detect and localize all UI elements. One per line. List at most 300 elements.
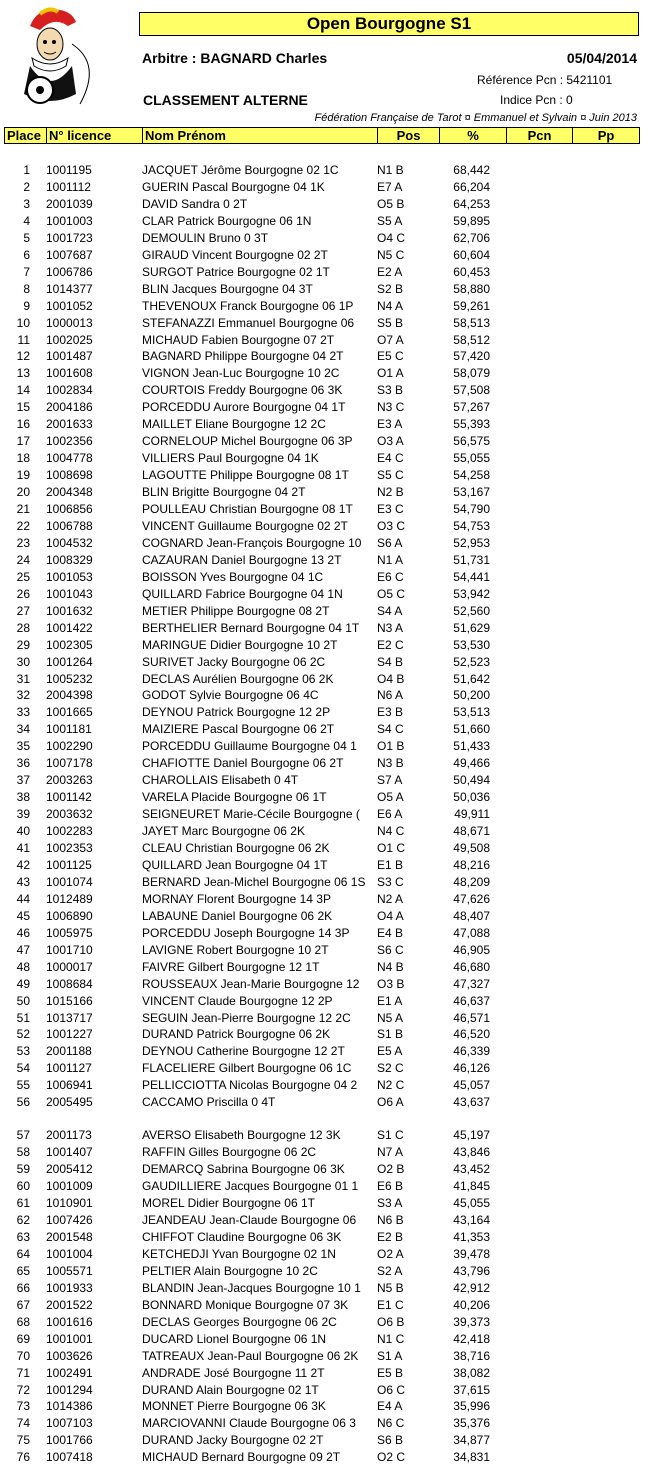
name-cell: ROUSSEAUX Jean-Marie Bourgogne 12 — [142, 976, 360, 991]
position-cell: S2 C — [377, 1061, 404, 1076]
place-cell: 7 — [23, 264, 30, 279]
name-cell: COGNARD Jean-François Bourgogne 10 — [142, 535, 362, 550]
name-cell: THEVENOUX Franck Bourgogne 06 1P — [142, 298, 354, 313]
name-cell: JEANDEAU Jean-Claude Bourgogne 06 — [142, 1213, 357, 1227]
table-row — [0, 179, 645, 196]
percent-cell: 57,508 — [453, 383, 490, 398]
place-cell: 13 — [16, 366, 30, 381]
place-cell: 76 — [16, 1450, 30, 1465]
place-cell: 67 — [16, 1297, 30, 1312]
table-row — [0, 230, 645, 247]
position-cell: E4 B — [377, 925, 404, 940]
table-row — [0, 654, 645, 671]
licence-cell: 1005975 — [46, 925, 93, 940]
percent-cell: 54,441 — [453, 569, 490, 584]
percent-cell: 62,706 — [453, 230, 490, 245]
place-cell: 2 — [23, 179, 30, 194]
position-cell: O1 A — [377, 366, 404, 381]
percent-cell: 54,258 — [453, 468, 490, 483]
place-cell: 54 — [16, 1061, 30, 1076]
licence-cell: 1014377 — [46, 281, 93, 296]
classement-title: CLASSEMENT ALTERNE — [143, 92, 308, 108]
name-cell: GAUDILLIERE Jacques Bourgogne 01 1 — [142, 1179, 359, 1193]
name-cell: VIGNON Jean-Luc Bourgogne 10 2C — [142, 366, 340, 381]
table-row — [0, 925, 645, 942]
percent-cell: 52,560 — [453, 603, 490, 618]
name-cell: MONNET Pierre Bourgogne 06 3K — [142, 1399, 326, 1414]
position-cell: N6 A — [377, 688, 404, 703]
licence-cell: 1001125 — [46, 857, 92, 872]
position-cell: E5 C — [377, 349, 404, 364]
percent-cell: 46,520 — [453, 1027, 490, 1042]
name-cell: LABAUNE Daniel Bourgogne 06 2K — [142, 908, 333, 923]
position-cell: O3 B — [377, 976, 405, 991]
name-cell: CAZAURAN Daniel Bourgogne 13 2T — [142, 552, 342, 567]
licence-cell: 1008329 — [46, 552, 93, 567]
position-cell: O3 A — [377, 434, 404, 449]
percent-cell: 41,353 — [453, 1229, 490, 1244]
name-cell: BLANDIN Jean-Jacques Bourgogne 10 1 — [142, 1280, 361, 1295]
percent-cell: 49,508 — [453, 841, 490, 855]
percent-cell: 34,831 — [453, 1450, 490, 1465]
place-cell: 39 — [16, 807, 30, 822]
name-cell: PORCEDDU Guillaume Bourgogne 04 1 — [142, 739, 357, 754]
position-cell: O2 B — [377, 1162, 405, 1177]
licence-cell: 1007426 — [46, 1213, 93, 1227]
position-cell: O7 A — [377, 332, 404, 347]
place-cell: 62 — [16, 1213, 30, 1227]
position-cell: S5 C — [377, 468, 404, 483]
position-cell: O4 A — [377, 908, 404, 923]
table-row — [0, 1348, 645, 1365]
percent-cell: 34,877 — [453, 1433, 490, 1448]
table-row — [0, 1094, 645, 1111]
position-cell: E4 A — [377, 1399, 403, 1414]
percent-cell: 53,513 — [453, 705, 490, 720]
position-cell: S6 C — [377, 942, 404, 957]
licence-cell: 1007418 — [46, 1450, 93, 1465]
place-cell: 14 — [16, 383, 30, 398]
name-cell: PORCEDDU Joseph Bourgogne 14 3P — [142, 925, 350, 940]
licence-cell: 1004778 — [46, 451, 93, 466]
name-cell: MICHAUD Fabien Bourgogne 07 2T — [142, 332, 335, 347]
percent-cell: 48,671 — [453, 824, 490, 838]
licence-cell: 1001127 — [46, 1061, 92, 1076]
percent-cell: 56,575 — [453, 434, 490, 449]
licence-cell: 1001053 — [46, 569, 93, 584]
table-row — [0, 196, 645, 213]
licence-cell: 1001294 — [46, 1382, 93, 1397]
licence-cell: 2004348 — [46, 485, 93, 500]
place-cell: 24 — [16, 552, 30, 567]
place-cell: 65 — [16, 1263, 30, 1278]
percent-cell: 43,637 — [453, 1095, 490, 1110]
name-cell: RAFFIN Gilles Bourgogne 06 2C — [142, 1145, 317, 1160]
name-cell: AVERSO Elisabeth Bourgogne 12 3K — [142, 1128, 341, 1143]
licence-cell: 1001616 — [46, 1314, 93, 1329]
licence-cell: 2001548 — [46, 1229, 93, 1244]
place-cell: 57 — [16, 1128, 30, 1143]
position-cell: E2 A — [377, 264, 403, 279]
tarot-logo — [10, 4, 110, 114]
name-cell: SEGUIN Jean-Pierre Bourgogne 12 2C — [142, 1010, 351, 1025]
position-cell: O2 C — [377, 1450, 406, 1465]
licence-cell: 1001723 — [46, 230, 93, 245]
position-cell: O4 C — [377, 230, 406, 245]
name-cell: DURAND Alain Bourgogne 02 1T — [142, 1382, 319, 1397]
percent-cell: 42,912 — [453, 1280, 490, 1295]
position-cell: S7 A — [377, 773, 403, 788]
licence-cell: 1001004 — [46, 1246, 93, 1261]
place-cell: 69 — [16, 1331, 30, 1346]
table-row — [0, 382, 645, 399]
name-cell: CACCAMO Priscilla 0 4T — [142, 1095, 276, 1110]
table-row — [0, 332, 645, 349]
licence-cell: 1001001 — [46, 1331, 93, 1346]
licence-cell: 1001112 — [46, 179, 91, 194]
licence-cell: 1001142 — [46, 790, 92, 805]
position-cell: E5 B — [377, 1365, 404, 1380]
place-cell: 8 — [23, 281, 30, 296]
name-cell: METIER Philippe Bourgogne 08 2T — [142, 603, 330, 618]
name-cell: GODOT Sylvie Bourgogne 06 4C — [142, 688, 319, 703]
federation-credit: Fédération Française de Tarot ¤ Emmanuel et Sylvain ¤ Juin 2013 — [314, 112, 637, 124]
table-row — [0, 1415, 645, 1432]
name-cell: BONNARD Monique Bourgogne 07 3K — [142, 1297, 349, 1312]
place-cell: 73 — [16, 1399, 30, 1414]
percent-cell: 47,327 — [453, 976, 490, 991]
name-cell: BERNARD Jean-Michel Bourgogne 06 1S — [142, 874, 366, 889]
licence-cell: 2001522 — [46, 1297, 93, 1312]
place-cell: 28 — [16, 620, 30, 635]
position-cell: S3 A — [377, 1196, 403, 1210]
table-row — [0, 993, 645, 1010]
table-row — [0, 840, 645, 857]
place-cell: 55 — [16, 1078, 30, 1093]
column-header-pp: Pp — [597, 128, 615, 143]
name-cell: BOISSON Yves Bourgogne 04 1C — [142, 569, 324, 584]
licence-cell: 1001227 — [46, 1027, 93, 1042]
table-row — [0, 704, 645, 721]
pcn-indice: Indice Pcn : 0 — [500, 93, 573, 107]
name-cell: SEIGNEURET Marie-Cécile Bourgogne ( — [142, 807, 360, 822]
name-cell: JACQUET Jérôme Bourgogne 02 1C — [142, 163, 339, 177]
name-cell: CLAR Patrick Bourgogne 06 1N — [142, 213, 312, 228]
place-cell: 71 — [16, 1365, 30, 1380]
event-date: 05/04/2014 — [566, 50, 637, 66]
licence-cell: 1007178 — [46, 756, 93, 771]
place-cell: 27 — [16, 603, 30, 618]
name-cell: GIRAUD Vincent Bourgogne 02 2T — [142, 247, 328, 262]
table-row — [0, 433, 645, 450]
place-cell: 60 — [16, 1179, 30, 1193]
licence-cell: 1008684 — [46, 976, 93, 991]
place-cell: 17 — [16, 434, 30, 449]
table-row — [0, 1010, 645, 1027]
percent-cell: 68,442 — [453, 163, 490, 177]
licence-cell: 1001009 — [46, 1179, 93, 1193]
position-cell: O5 C — [377, 586, 406, 601]
place-cell: 63 — [16, 1229, 30, 1244]
place-cell: 45 — [16, 908, 30, 923]
place-cell: 15 — [16, 400, 30, 415]
percent-cell: 57,267 — [453, 400, 490, 415]
position-cell: S2 B — [377, 281, 404, 296]
name-cell: BERTHELIER Bernard Bourgogne 04 1T — [142, 620, 360, 635]
position-cell: E4 C — [377, 451, 404, 466]
name-cell: PELLICCIOTTA Nicolas Bourgogne 04 2 — [142, 1078, 358, 1093]
percent-cell: 48,209 — [453, 874, 490, 889]
position-cell: N1 B — [377, 163, 404, 177]
percent-cell: 59,261 — [453, 298, 490, 313]
percent-cell: 41,845 — [453, 1179, 490, 1193]
position-cell: E3 A — [377, 417, 403, 432]
table-row — [0, 535, 645, 552]
percent-cell: 38,716 — [453, 1348, 490, 1363]
percent-cell: 35,376 — [453, 1416, 490, 1431]
position-cell: N1 A — [377, 552, 404, 567]
licence-cell: 2001633 — [46, 417, 93, 432]
position-cell: N2 A — [377, 891, 404, 906]
table-row — [0, 1382, 645, 1399]
table-row — [0, 365, 645, 382]
column-header-place: Place — [5, 128, 47, 143]
place-cell: 58 — [16, 1145, 30, 1160]
place-cell: 18 — [16, 451, 30, 466]
table-row — [0, 264, 645, 281]
name-cell: STEFANAZZI Emmanuel Bourgogne 06 — [142, 315, 355, 330]
licence-cell: 1006856 — [46, 502, 93, 516]
licence-cell: 1002356 — [46, 434, 93, 449]
percent-cell: 53,942 — [453, 586, 490, 601]
position-cell: O1 B — [377, 739, 405, 754]
percent-cell: 50,494 — [453, 773, 490, 788]
licence-cell: 1001407 — [46, 1145, 93, 1160]
licence-cell: 2003263 — [46, 773, 93, 788]
licence-cell: 1002283 — [46, 824, 93, 838]
table-row — [0, 298, 645, 315]
licence-cell: 1004532 — [46, 535, 93, 550]
place-cell: 36 — [16, 756, 30, 771]
percent-cell: 47,088 — [453, 925, 490, 940]
table-row — [0, 1161, 645, 1178]
position-cell: N1 C — [377, 1331, 405, 1346]
position-cell: S1 C — [377, 1128, 404, 1143]
name-cell: CHAROLLAIS Elisabeth 0 4T — [142, 773, 299, 788]
table-row — [0, 281, 645, 298]
position-cell: S1 A — [377, 1348, 403, 1363]
licence-cell: 1015166 — [46, 993, 93, 1008]
place-cell: 10 — [16, 315, 30, 330]
position-cell: E2 B — [377, 1229, 404, 1244]
table-row — [0, 637, 645, 654]
place-cell: 40 — [16, 824, 30, 838]
name-cell: DURAND Patrick Bourgogne 06 2K — [142, 1027, 331, 1042]
table-row — [0, 1398, 645, 1415]
licence-cell: 1006890 — [46, 908, 93, 923]
percent-cell: 39,478 — [453, 1246, 490, 1261]
name-cell: BAGNARD Philippe Bourgogne 04 2T — [142, 349, 344, 364]
table-row — [0, 1127, 645, 1144]
place-cell: 46 — [16, 925, 30, 940]
licence-cell: 2004186 — [46, 400, 93, 415]
name-cell: CLEAU Christian Bourgogne 06 2K — [142, 841, 330, 855]
place-cell: 64 — [16, 1246, 30, 1261]
position-cell: N4 C — [377, 824, 405, 838]
table-row — [0, 1246, 645, 1263]
table-row — [0, 620, 645, 637]
table-row — [0, 1195, 645, 1212]
name-cell: QUILLARD Fabrice Bourgogne 04 1N — [142, 586, 343, 601]
licence-cell: 1002025 — [46, 332, 93, 347]
percent-cell: 46,571 — [453, 1010, 490, 1025]
place-cell: 16 — [16, 417, 30, 432]
table-row — [0, 1043, 645, 1060]
table-row — [0, 399, 645, 416]
place-cell: 5 — [23, 230, 30, 245]
place-cell: 3 — [23, 196, 30, 211]
licence-cell: 1010901 — [46, 1196, 93, 1210]
place-cell: 72 — [16, 1382, 30, 1397]
percent-cell: 48,216 — [453, 857, 490, 872]
licence-cell: 2005412 — [46, 1162, 93, 1177]
licence-cell: 1005571 — [46, 1263, 93, 1278]
table-row — [0, 569, 645, 586]
licence-cell: 1001487 — [46, 349, 93, 364]
table-row — [0, 823, 645, 840]
position-cell: S6 B — [377, 1433, 404, 1448]
percent-cell: 55,055 — [453, 451, 490, 466]
percent-cell: 51,433 — [453, 739, 490, 754]
licence-cell: 1001665 — [46, 705, 93, 720]
position-cell: N6 C — [377, 1416, 405, 1431]
column-header-nom: Nom Prénom — [143, 128, 378, 143]
table-row — [0, 501, 645, 518]
name-cell: VINCENT Guillaume Bourgogne 02 2T — [142, 519, 348, 533]
column-header-licence: N° licence — [47, 128, 143, 143]
percent-cell: 52,953 — [453, 535, 490, 550]
name-cell: ANDRADE José Bourgogne 11 2T — [142, 1365, 325, 1380]
licence-cell: 1002834 — [46, 383, 93, 398]
table-row — [0, 891, 645, 908]
table-row — [0, 1212, 645, 1229]
table-row — [0, 1026, 645, 1043]
place-cell: 11 — [17, 332, 30, 347]
name-cell: DEMARCQ Sabrina Bourgogne 06 3K — [142, 1162, 345, 1177]
name-cell: MARINGUE Didier Bourgogne 10 2T — [142, 637, 338, 652]
table-row — [0, 687, 645, 704]
place-cell: 25 — [16, 569, 30, 584]
position-cell: S3 B — [377, 383, 404, 398]
table-row — [0, 1144, 645, 1161]
name-cell: VILLIERS Paul Bourgogne 04 1K — [142, 451, 319, 466]
place-cell: 47 — [16, 942, 30, 957]
licence-cell: 1012489 — [46, 891, 93, 906]
percent-cell: 46,339 — [453, 1044, 490, 1059]
table-row — [0, 959, 645, 976]
name-cell: DAVID Sandra 0 2T — [142, 196, 248, 211]
percent-cell: 58,880 — [453, 281, 490, 296]
place-cell: 49 — [16, 976, 30, 991]
position-cell: S5 B — [377, 315, 404, 330]
place-cell: 56 — [16, 1095, 30, 1110]
position-cell: E1 B — [377, 857, 404, 872]
licence-cell: 1013717 — [46, 1010, 93, 1025]
licence-cell: 2003632 — [46, 807, 93, 822]
table-row — [0, 586, 645, 603]
position-cell: O3 C — [377, 519, 406, 533]
name-cell: FAIVRE Gilbert Bourgogne 12 1T — [142, 959, 320, 974]
percent-cell: 53,530 — [453, 637, 490, 652]
licence-cell: 1005232 — [46, 671, 93, 686]
percent-cell: 60,604 — [453, 247, 490, 262]
licence-cell: 1002491 — [46, 1365, 93, 1380]
name-cell: MAIZIERE Pascal Bourgogne 06 2T — [142, 722, 335, 737]
name-cell: POULLEAU Christian Bourgogne 08 1T — [142, 502, 353, 516]
name-cell: FLACELIERE Gilbert Bourgogne 06 1C — [142, 1061, 352, 1076]
table-row — [0, 942, 645, 959]
place-cell: 75 — [16, 1433, 30, 1448]
licence-cell: 2001188 — [46, 1044, 92, 1059]
place-cell: 4 — [23, 213, 30, 228]
percent-cell: 58,513 — [453, 315, 490, 330]
licence-cell: 1002353 — [46, 841, 93, 855]
percent-cell: 38,082 — [453, 1365, 490, 1380]
position-cell: E2 C — [377, 637, 404, 652]
percent-cell: 35,996 — [453, 1399, 490, 1414]
position-cell: N6 B — [377, 1213, 404, 1227]
position-cell: O5 B — [377, 196, 405, 211]
position-cell: S4 C — [377, 722, 404, 737]
percent-cell: 60,453 — [453, 264, 490, 279]
place-cell: 50 — [16, 993, 30, 1008]
name-cell: COURTOIS Freddy Bourgogne 06 3K — [142, 383, 343, 398]
place-cell: 52 — [16, 1027, 30, 1042]
place-cell: 61 — [16, 1196, 30, 1210]
percent-cell: 45,057 — [453, 1078, 490, 1093]
place-cell: 30 — [16, 654, 30, 669]
name-cell: LAGOUTTE Philippe Bourgogne 08 1T — [142, 468, 349, 483]
pcn-reference: Référence Pcn : 5421101 — [477, 73, 613, 87]
position-cell: E1 A — [377, 993, 403, 1008]
name-cell: MOREL Didier Bourgogne 06 1T — [142, 1196, 315, 1210]
licence-cell: 1002290 — [46, 739, 93, 754]
name-cell: DEYNOU Patrick Bourgogne 12 2P — [142, 705, 331, 720]
licence-cell: 1001264 — [46, 654, 93, 669]
licence-cell: 1008698 — [46, 468, 93, 483]
position-cell: S4 B — [377, 654, 404, 669]
name-cell: CORNELOUP Michel Bourgogne 06 3P — [142, 434, 353, 449]
name-cell: SURGOT Patrice Bourgogne 02 1T — [142, 264, 330, 279]
name-cell: PORCEDDU Aurore Bourgogne 04 1T — [142, 400, 346, 415]
percent-cell: 48,407 — [453, 908, 490, 923]
name-cell: DUCARD Lionel Bourgogne 06 1N — [142, 1331, 327, 1346]
percent-cell: 58,079 — [453, 366, 490, 381]
percent-cell: 39,373 — [453, 1314, 490, 1329]
licence-cell: 1001003 — [46, 213, 93, 228]
place-cell: 6 — [23, 247, 30, 262]
table-row — [0, 671, 645, 688]
table-row — [0, 1365, 645, 1382]
place-cell: 12 — [16, 349, 30, 364]
table-row — [0, 789, 645, 806]
table-row — [0, 857, 645, 874]
position-cell: N3 A — [377, 620, 404, 635]
position-cell: S1 B — [377, 1027, 404, 1042]
position-cell: S5 A — [377, 213, 403, 228]
table-row — [0, 552, 645, 569]
licence-cell: 1007103 — [46, 1416, 93, 1431]
